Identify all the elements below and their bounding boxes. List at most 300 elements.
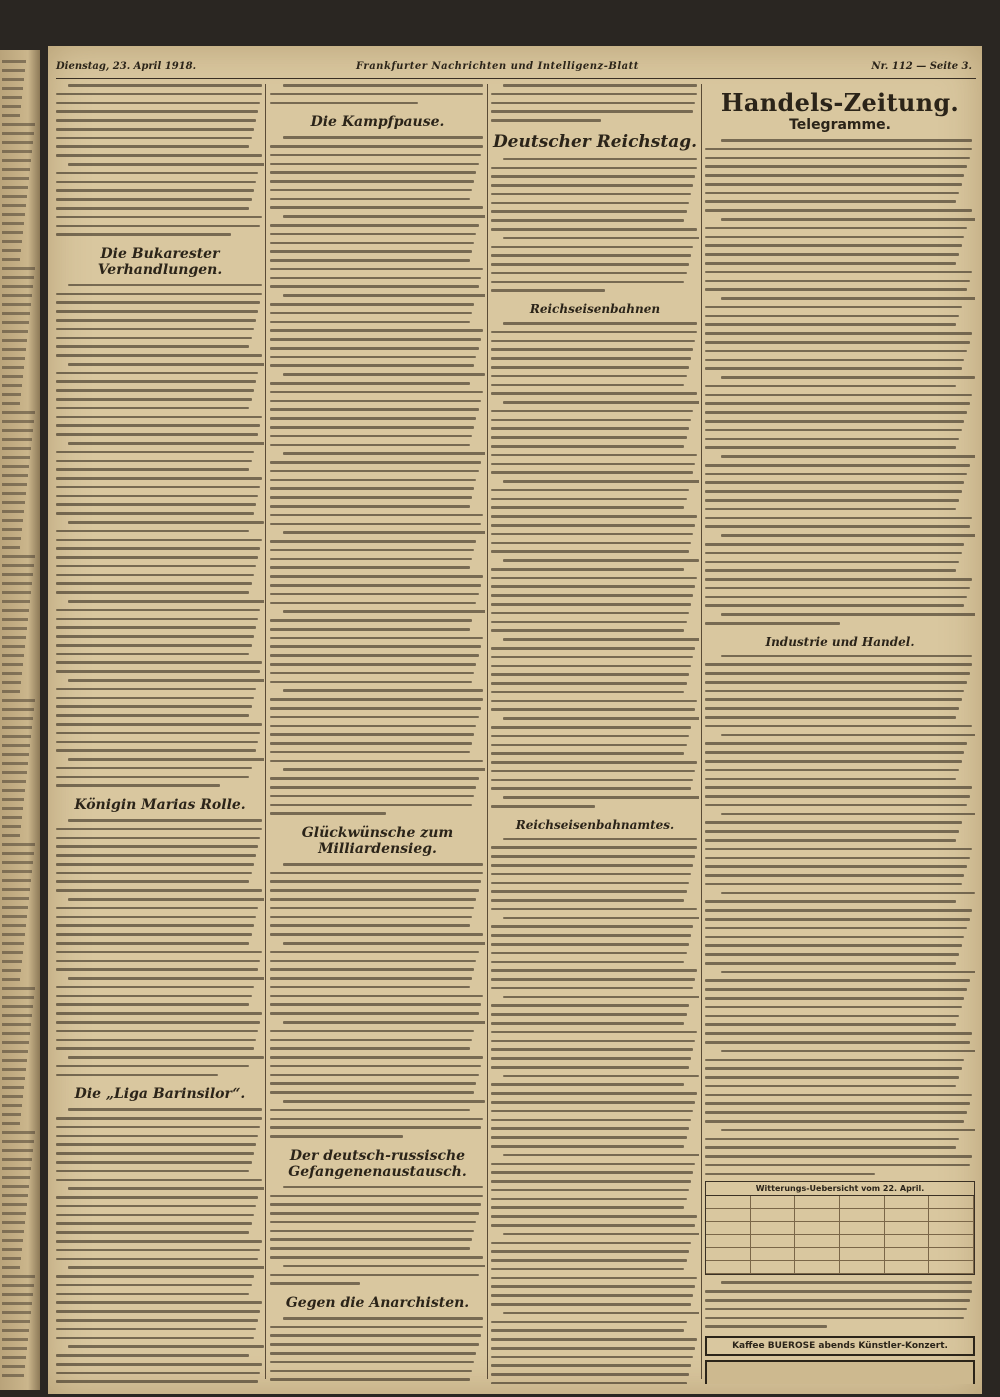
text-line (705, 821, 962, 824)
text-line (721, 139, 972, 142)
text-line (491, 348, 693, 351)
text-line (270, 951, 479, 954)
text-line (56, 1205, 256, 1208)
text-line (491, 102, 695, 105)
text-line (283, 942, 485, 945)
text-line (2, 87, 23, 90)
text-line (56, 128, 254, 131)
text-line (270, 872, 483, 875)
text-line (283, 373, 485, 376)
text-line (56, 468, 249, 471)
header-date: Dienstag, 23. April 1918. (56, 61, 197, 72)
text-line (491, 621, 687, 624)
text-line (491, 471, 693, 474)
text-line (491, 761, 697, 764)
text-line (705, 725, 972, 728)
text-line (705, 446, 956, 449)
text-line (491, 673, 689, 676)
text-line (56, 749, 256, 752)
text-line (2, 654, 24, 657)
text-line (270, 637, 483, 640)
text-line (2, 933, 25, 936)
text-line (270, 1352, 476, 1355)
text-line (2, 726, 32, 729)
text-line (491, 254, 691, 257)
text-line (68, 521, 264, 524)
text-line (56, 1065, 249, 1068)
text-line (705, 604, 964, 607)
text-line (491, 1066, 689, 1069)
text-line (270, 1326, 483, 1329)
text-line (270, 435, 472, 438)
text-line (2, 798, 24, 801)
text-line (705, 385, 956, 388)
text-line (2, 681, 21, 684)
text-line (491, 1180, 691, 1183)
text-line (705, 1308, 967, 1311)
article-heading: Reichseisenbahnen (529, 302, 661, 317)
text-line (270, 1056, 483, 1059)
text-line (491, 331, 697, 334)
text-line (56, 293, 262, 296)
text-line (705, 1102, 970, 1105)
text-line (491, 357, 691, 360)
text-line (491, 873, 691, 876)
text-line (56, 181, 256, 184)
header-paper-name: Frankfurter Nachrichten und Intelligenz-Blatt (356, 61, 639, 72)
text-line (705, 1067, 962, 1070)
text-line (2, 1131, 35, 1134)
text-line (270, 889, 479, 892)
text-line (2, 384, 22, 387)
telegramme-subtitle: Telegramme. (789, 117, 891, 133)
text-line (2, 1221, 25, 1224)
text-line (491, 577, 697, 580)
text-line (270, 654, 479, 657)
text-line (705, 271, 972, 274)
text-line (270, 1039, 472, 1042)
text-line (491, 735, 689, 738)
text-line (2, 492, 26, 495)
text-line (270, 804, 472, 807)
text-line (56, 828, 262, 831)
text-line (491, 691, 684, 694)
text-line (503, 401, 699, 404)
text-line (2, 78, 24, 81)
text-line (270, 426, 474, 429)
text-line (68, 1108, 261, 1111)
text-line (2, 960, 22, 963)
text-line (283, 84, 483, 87)
text-line (56, 216, 262, 219)
text-line (705, 622, 840, 625)
text-line (491, 533, 693, 536)
text-line (491, 1347, 695, 1350)
text-line (705, 402, 970, 405)
text-line (491, 805, 595, 808)
text-line (270, 487, 474, 490)
text-line (491, 908, 697, 911)
text-line (2, 1149, 33, 1152)
text-line (491, 436, 687, 439)
article-text (491, 322, 699, 808)
text-line (491, 219, 684, 222)
text-line (2, 744, 30, 747)
text-line (491, 1268, 684, 1271)
text-line (56, 916, 256, 919)
text-line (2, 897, 29, 900)
text-line (56, 644, 252, 647)
text-line (270, 1065, 481, 1068)
text-line (491, 1206, 684, 1209)
text-line (56, 591, 249, 594)
text-line (705, 936, 964, 939)
text-line (2, 321, 29, 324)
text-line (283, 768, 485, 771)
text-line (270, 102, 418, 105)
text-line (705, 148, 972, 151)
text-line (705, 1173, 875, 1176)
text-line (56, 380, 256, 383)
text-line (56, 451, 254, 454)
text-line (270, 566, 470, 569)
text-line (56, 389, 254, 392)
weather-table (705, 1181, 975, 1275)
text-line (491, 263, 689, 266)
text-line (2, 159, 31, 162)
text-line (2, 393, 21, 396)
text-line (2, 510, 24, 513)
text-line (705, 1041, 970, 1044)
text-line (270, 206, 483, 209)
text-line (705, 839, 956, 842)
text-line (491, 340, 695, 343)
text-line (56, 1319, 258, 1322)
text-line (491, 882, 689, 885)
text-line (270, 960, 476, 963)
text-line (56, 407, 249, 410)
text-line (56, 172, 258, 175)
text-line (705, 508, 956, 511)
text-line (2, 1041, 29, 1044)
text-line (491, 392, 697, 395)
text-line (270, 233, 476, 236)
text-line (705, 236, 964, 239)
text-line (270, 1247, 470, 1250)
text-line (270, 242, 474, 245)
text-line (491, 961, 684, 964)
column-rule (701, 84, 702, 1379)
text-line (2, 1086, 24, 1089)
text-line (56, 319, 256, 322)
text-line (491, 1321, 687, 1324)
text-line (56, 1222, 252, 1225)
text-line (705, 525, 970, 528)
text-line (491, 366, 689, 369)
text-line (491, 1119, 691, 1122)
text-line (270, 1109, 470, 1112)
text-line (56, 1293, 249, 1296)
text-line (270, 417, 476, 420)
text-line (705, 332, 972, 335)
text-line (491, 987, 693, 990)
text-line (2, 294, 32, 297)
text-line (2, 339, 27, 342)
text-line (491, 1373, 689, 1376)
text-line (283, 689, 483, 692)
text-line (2, 564, 34, 567)
text-line (705, 760, 962, 763)
article-heading: Die Bukarester Verhandlungen. (97, 245, 223, 278)
text-line (56, 854, 256, 857)
text-line (705, 288, 967, 291)
text-line (491, 1163, 695, 1166)
text-line (705, 848, 972, 851)
text-line (56, 837, 260, 840)
article-text (705, 655, 975, 1176)
text-line (491, 489, 689, 492)
text-line (270, 968, 474, 971)
text-line (270, 1343, 479, 1346)
text-line (2, 1014, 32, 1017)
text-line (270, 742, 472, 745)
text-line (705, 262, 956, 265)
text-line (705, 280, 970, 283)
text-line (56, 1039, 256, 1042)
text-line (2, 438, 32, 441)
text-line (56, 1003, 249, 1006)
text-line (705, 200, 956, 203)
text-line (2, 483, 27, 486)
text-line (68, 1056, 264, 1059)
text-line (2, 969, 21, 972)
article-heading: Die Kampfpause. (310, 114, 445, 131)
text-line (270, 1047, 470, 1050)
text-line (56, 626, 256, 629)
text-line (503, 84, 696, 87)
text-line (705, 751, 964, 754)
text-line (56, 137, 252, 140)
text-line (270, 593, 479, 596)
text-line (705, 596, 967, 599)
text-line (2, 1365, 25, 1368)
text-line (270, 285, 479, 288)
advert-brand (818, 1382, 958, 1384)
text-line (705, 804, 967, 807)
article-text (491, 838, 699, 1384)
text-line (491, 846, 697, 849)
text-line (270, 514, 483, 517)
text-line (491, 603, 691, 606)
text-line (270, 1256, 483, 1259)
article-text (705, 139, 975, 625)
text-line (56, 924, 254, 927)
text-line (270, 1230, 474, 1233)
text-line (56, 1354, 249, 1357)
text-line (491, 498, 687, 501)
text-line (721, 1050, 975, 1053)
text-line (491, 202, 689, 205)
text-line (68, 442, 264, 445)
text-line (705, 306, 962, 309)
text-line (270, 356, 476, 359)
text-line (2, 717, 33, 720)
text-line (2, 258, 20, 261)
text-line (270, 1221, 476, 1224)
text-line (2, 96, 22, 99)
text-line (705, 865, 967, 868)
cafe-advert: Kaffee BUEROSE abends Künstler-Konzert. (705, 1336, 975, 1356)
text-line (491, 1092, 697, 1095)
text-line (270, 382, 470, 385)
text-line (68, 898, 264, 901)
text-line (56, 1249, 260, 1252)
text-line (705, 517, 972, 520)
text-line (2, 1095, 23, 1098)
text-line (56, 93, 262, 96)
text-line (503, 838, 696, 841)
text-line (56, 530, 249, 533)
text-line (68, 819, 261, 822)
text-line (270, 268, 483, 271)
text-line (56, 1301, 262, 1304)
article-heading: Die „Liga Barinsilor“. (74, 1086, 246, 1103)
text-line (2, 1176, 30, 1179)
text-line (270, 575, 483, 578)
text-line (2, 1194, 28, 1197)
text-line (705, 1290, 972, 1293)
text-line (270, 1082, 476, 1085)
text-line (2, 213, 25, 216)
text-line (705, 394, 972, 397)
text-line (491, 281, 684, 284)
text-line (270, 496, 472, 499)
text-line (705, 578, 972, 581)
text-line (270, 163, 479, 166)
text-line (705, 681, 967, 684)
imprint-text (705, 1281, 975, 1328)
text-line (705, 481, 964, 484)
text-line (283, 1265, 485, 1268)
text-line (2, 1005, 33, 1008)
text-line (491, 542, 691, 545)
text-line (56, 1170, 249, 1173)
text-line (56, 310, 258, 313)
column-1 (56, 84, 264, 1384)
text-line (705, 253, 959, 256)
text-line (2, 429, 33, 432)
text-line (270, 408, 479, 411)
text-line (705, 979, 970, 982)
text-line (270, 812, 386, 815)
text-line (491, 612, 689, 615)
text-line (2, 240, 22, 243)
text-line (705, 499, 959, 502)
text-line (705, 315, 959, 318)
previous-page-edge (0, 50, 40, 1390)
text-line (270, 672, 474, 675)
text-line (56, 732, 260, 735)
text-line (491, 384, 684, 387)
text-line (721, 1129, 975, 1132)
text-line (705, 1164, 970, 1167)
text-line (491, 506, 684, 509)
text-line (705, 1023, 956, 1026)
text-line (705, 323, 956, 326)
text-line (2, 1239, 23, 1242)
text-line (270, 1135, 403, 1138)
text-line (2, 915, 27, 918)
article-heading: Königin Marias Rolle. (74, 797, 246, 813)
text-line (491, 665, 691, 668)
text-line (56, 1380, 258, 1383)
text-line (270, 1195, 483, 1198)
text-line (491, 110, 693, 113)
text-line (56, 995, 252, 998)
text-line (705, 411, 967, 414)
text-line (270, 461, 481, 464)
text-line (705, 988, 967, 991)
text-line (270, 786, 476, 789)
text-line (705, 778, 956, 781)
text-line (2, 105, 21, 108)
text-line (705, 1094, 972, 1097)
text-line (270, 540, 476, 543)
text-line (270, 1361, 474, 1364)
text-line (491, 550, 689, 553)
text-line (270, 663, 476, 666)
text-line (491, 752, 684, 755)
text-line (56, 1258, 258, 1261)
text-line (2, 330, 28, 333)
text-line (270, 619, 472, 622)
text-line (491, 594, 693, 597)
text-line (2, 879, 31, 882)
text-line (705, 490, 962, 493)
text-line (56, 539, 262, 542)
text-line (705, 698, 962, 701)
text-line (2, 114, 20, 117)
text-line (491, 272, 687, 275)
text-line (2, 276, 34, 279)
text-line (2, 1338, 28, 1341)
text-line (56, 1196, 258, 1199)
text-line (491, 585, 695, 588)
text-line (705, 786, 972, 789)
text-line (2, 132, 34, 135)
text-line (270, 716, 479, 719)
text-line (56, 345, 249, 348)
text-line (721, 892, 975, 895)
text-line (56, 880, 249, 883)
text-line (68, 84, 261, 87)
text-line (2, 303, 31, 306)
column-rule (487, 84, 488, 1379)
text-line (2, 1122, 20, 1125)
text-line (2, 123, 35, 126)
text-line (56, 398, 252, 401)
text-line (2, 177, 29, 180)
text-line (2, 348, 26, 351)
text-line (491, 952, 687, 955)
text-line (270, 698, 483, 701)
text-line (56, 767, 252, 770)
text-line (2, 1347, 27, 1350)
text-line (705, 1006, 962, 1009)
text-line (270, 198, 470, 201)
text-line (270, 171, 476, 174)
text-line (2, 807, 23, 810)
